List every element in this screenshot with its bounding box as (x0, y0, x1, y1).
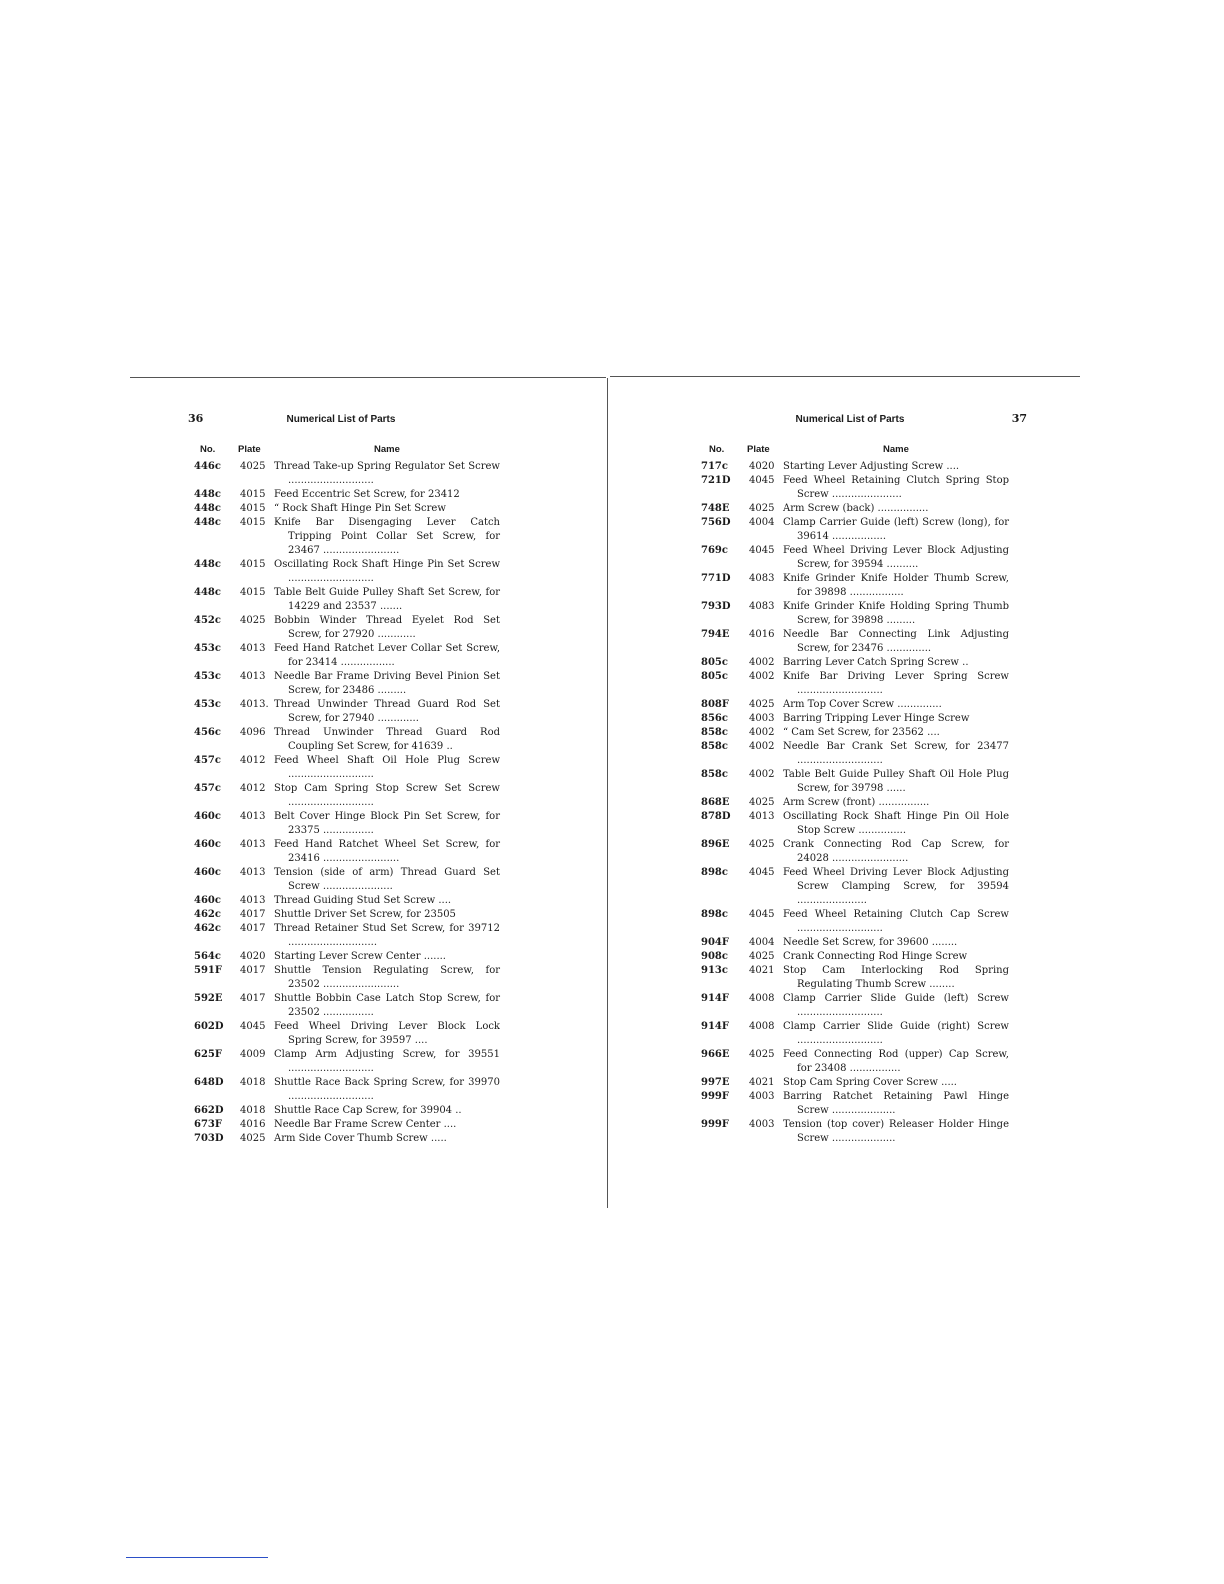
part-number: 460c (194, 895, 221, 906)
part-name: Clamp Carrier Slide Guide (right) Screw ........................... (783, 1021, 1009, 1046)
list-item (186, 964, 500, 992)
list-item (695, 768, 1009, 796)
part-number: 858c (701, 727, 728, 738)
list-item (695, 964, 1009, 992)
part-number: 460c (194, 839, 221, 850)
list-item (695, 1020, 1009, 1048)
part-number: 453c (194, 699, 221, 710)
plate-number: 4045 (240, 1021, 266, 1032)
part-name: Shuttle Race Back Spring Screw, for 39970 ........................... (274, 1077, 500, 1102)
plate-number: 4045 (749, 909, 775, 920)
part-number: 673F (194, 1119, 222, 1130)
part-number: 462c (194, 909, 221, 920)
plate-number: 4015 (240, 559, 266, 570)
part-number: 748E (701, 503, 730, 514)
part-number: 448c (194, 587, 221, 598)
list-item (695, 600, 1009, 628)
part-name: Tension (side of arm) Thread Guard Set Screw ...................... (274, 867, 500, 892)
part-name: Stop Cam Spring Cover Screw ..... (783, 1077, 957, 1088)
part-number: 453c (194, 643, 221, 654)
plate-number: 4025 (749, 797, 775, 808)
part-name: Oscillating Rock Shaft Hinge Pin Oil Hole Stop Screw ............... (783, 811, 1009, 836)
plate-number: 4025 (749, 1049, 775, 1060)
part-name: Thread Take-up Spring Regulator Set Screw ........................... (274, 461, 500, 486)
part-number: 448c (194, 517, 221, 528)
part-name: Table Belt Guide Pulley Shaft Oil Hole Plug Screw, for 39798 ...... (783, 769, 1009, 794)
part-number: 448c (194, 503, 221, 514)
plate-number: 4096 (240, 727, 266, 738)
plate-number: 4013 (240, 811, 266, 822)
list-item (695, 1090, 1009, 1118)
plate-number: 4025 (749, 503, 775, 514)
part-number: 452c (194, 615, 221, 626)
plate-number: 4008 (749, 993, 775, 1004)
plate-number: 4018 (240, 1077, 266, 1088)
plate-number: 4002 (749, 657, 775, 668)
list-item (695, 474, 1009, 502)
part-number: 771D (701, 573, 731, 584)
part-name: “ Cam Set Screw, for 23562 .... (783, 727, 940, 738)
list-item (186, 754, 500, 782)
part-number: 662D (194, 1105, 224, 1116)
parts-list (695, 460, 1009, 1146)
part-number: 625F (194, 1049, 222, 1060)
list-item (186, 1132, 496, 1146)
part-name: Clamp Arm Adjusting Screw, for 39551 ........................... (274, 1049, 500, 1074)
list-item (186, 488, 496, 502)
list-item (695, 908, 1009, 936)
list-item (186, 922, 500, 950)
plate-number: 4083 (749, 573, 775, 584)
part-number: 564c (194, 951, 221, 962)
column-header-plate: Plate (747, 444, 770, 455)
part-number: 856c (701, 713, 728, 724)
part-number: 808F (701, 699, 729, 710)
part-number: 878D (701, 811, 731, 822)
part-number: 896E (701, 839, 730, 850)
part-number: 913c (701, 965, 728, 976)
plate-number: 4020 (240, 951, 266, 962)
list-item (186, 810, 500, 838)
part-name: Feed Hand Ratchet Lever Collar Set Screw, for 23414 ................. (274, 643, 500, 668)
plate-number: 4045 (749, 475, 775, 486)
plate-number: 4013 (749, 811, 775, 822)
page-number: 36 (188, 412, 204, 425)
part-name: Needle Bar Crank Set Screw, for 23477 ........................... (783, 741, 1009, 766)
list-item (695, 992, 1009, 1020)
part-name: Knife Grinder Knife Holder Thumb Screw, for 39898 ................. (783, 573, 1009, 598)
plate-number: 4017 (240, 923, 266, 934)
part-name: Needle Bar Connecting Link Adjusting Screw, for 23476 .............. (783, 629, 1009, 654)
list-item (695, 698, 1005, 712)
part-number: 966E (701, 1049, 730, 1060)
bottom-link-rule (126, 1557, 268, 1558)
part-name: Crank Connecting Rod Hinge Screw (783, 951, 968, 962)
list-item (695, 572, 1009, 600)
list-item (695, 502, 1005, 516)
plate-number: 4017 (240, 965, 266, 976)
part-name: Stop Cam Interlocking Rod Spring Regulating Thumb Screw ........ (783, 965, 1009, 990)
list-item (186, 894, 496, 908)
part-number: 914F (701, 1021, 729, 1032)
part-name: Tension (top cover) Releaser Holder Hinge Screw .................... (783, 1119, 1009, 1144)
part-name: Feed Eccentric Set Screw, for 23412 (274, 489, 460, 500)
part-name: Clamp Carrier Slide Guide (left) Screw ........................... (783, 993, 1009, 1018)
plate-number: 4017 (240, 909, 266, 920)
plate-number: 4015 (240, 587, 266, 598)
part-number: 446c (194, 461, 221, 472)
part-number: 457c (194, 783, 221, 794)
part-name: Feed Wheel Driving Lever Block Adjusting Screw, for 39594 .......... (783, 545, 1009, 570)
part-number: 648D (194, 1077, 224, 1088)
part-name: Belt Cover Hinge Block Pin Set Screw, for 23375 ................ (274, 811, 500, 836)
plate-number: 4015 (240, 517, 266, 528)
part-number: 904F (701, 937, 729, 948)
part-number: 898c (701, 909, 728, 920)
list-item (695, 866, 1009, 908)
part-name: Feed Wheel Retaining Clutch Spring Stop Screw ...................... (783, 475, 1009, 500)
part-name: Barring Tripping Lever Hinge Screw (783, 713, 970, 724)
part-name: Thread Unwinder Thread Guard Rod Coupling Set Screw, for 41639 .. (274, 727, 500, 752)
part-number: 858c (701, 769, 728, 780)
part-name: Arm Top Cover Screw .............. (783, 699, 942, 710)
part-name: Feed Hand Ratchet Wheel Set Screw, for 23416 ........................ (274, 839, 500, 864)
plate-number: 4003 (749, 713, 775, 724)
plate-number: 4003 (749, 1091, 775, 1102)
part-number: 999F (701, 1091, 729, 1102)
column-header-plate: Plate (238, 444, 261, 455)
page-title: Numerical List of Parts (286, 414, 396, 425)
part-name: Barring Ratchet Retaining Pawl Hinge Screw .................... (783, 1091, 1009, 1116)
page-title: Numerical List of Parts (795, 414, 905, 425)
plate-number: 4013 (240, 867, 266, 878)
list-item (695, 656, 1005, 670)
part-number: 457c (194, 755, 221, 766)
part-name: Feed Wheel Driving Lever Block Lock Spring Screw, for 39597 .... (274, 1021, 500, 1046)
part-name: Thread Retainer Stud Set Screw, for 39712 ............................ (274, 923, 500, 948)
page-number: 37 (1011, 412, 1027, 425)
plate-number: 4004 (749, 517, 775, 528)
part-number: 794E (701, 629, 730, 640)
part-name: Shuttle Race Cap Screw, for 39904 .. (274, 1105, 462, 1116)
plate-number: 4012 (240, 755, 266, 766)
part-name: Thread Unwinder Thread Guard Rod Set Screw, for 27940 ............. (274, 699, 500, 724)
part-number: 721D (701, 475, 731, 486)
part-name: Needle Bar Frame Screw Center .... (274, 1119, 457, 1130)
part-number: 805c (701, 671, 728, 682)
part-name: Starting Lever Adjusting Screw .... (783, 461, 960, 472)
top-rule-right (610, 376, 1080, 377)
part-number: 999F (701, 1119, 729, 1130)
part-number: 448c (194, 489, 221, 500)
plate-number: 4021 (749, 1077, 775, 1088)
list-item (186, 586, 500, 614)
plate-number: 4008 (749, 1021, 775, 1032)
part-name: Needle Set Screw, for 39600 ........ (783, 937, 958, 948)
list-item (695, 460, 1005, 474)
part-number: 858c (701, 741, 728, 752)
column-headers (186, 444, 496, 458)
plate-number: 4003 (749, 1119, 775, 1130)
plate-number: 4025 (749, 951, 775, 962)
list-item (695, 810, 1009, 838)
list-item (186, 460, 500, 488)
list-item (695, 740, 1009, 768)
part-name: Starting Lever Screw Center ....... (274, 951, 446, 962)
part-name: Knife Bar Disengaging Lever Catch Tripping Point Collar Set Screw, for 23467 ........................ (274, 517, 500, 556)
plate-number: 4016 (749, 629, 775, 640)
list-item (695, 950, 1005, 964)
plate-number: 4002 (749, 671, 775, 682)
parts-list (186, 460, 500, 1146)
part-number: 592E (194, 993, 223, 1004)
plate-number: 4025 (240, 615, 266, 626)
list-item (186, 726, 500, 754)
plate-number: 4025 (749, 699, 775, 710)
part-name: Feed Wheel Retaining Clutch Cap Screw ........................... (783, 909, 1009, 934)
list-item (695, 712, 1005, 726)
column-header-name: Name (883, 444, 909, 455)
part-number: 460c (194, 867, 221, 878)
list-item (186, 992, 500, 1020)
list-item (186, 1048, 500, 1076)
part-number: 460c (194, 811, 221, 822)
part-number: 908c (701, 951, 728, 962)
part-number: 448c (194, 559, 221, 570)
part-number: 756D (701, 517, 731, 528)
list-item (695, 1048, 1009, 1076)
list-item (186, 670, 500, 698)
list-item (695, 1118, 1009, 1146)
list-item (186, 782, 500, 810)
gutter-line (607, 378, 608, 1208)
plate-number: 4018 (240, 1105, 266, 1116)
plate-number: 4013 (240, 839, 266, 850)
plate-number: 4013 (240, 895, 266, 906)
part-number: 868E (701, 797, 730, 808)
part-name: Arm Side Cover Thumb Screw ..... (274, 1133, 447, 1144)
plate-number: 4013. (240, 699, 269, 710)
plate-number: 4021 (749, 965, 775, 976)
part-name: Stop Cam Spring Stop Screw Set Screw ........................... (274, 783, 500, 808)
part-number: 456c (194, 727, 221, 738)
plate-number: 4083 (749, 601, 775, 612)
plate-number: 4013 (240, 671, 266, 682)
list-item (186, 950, 496, 964)
plate-number: 4045 (749, 545, 775, 556)
part-name: Arm Screw (back) ................ (783, 503, 929, 514)
plate-number: 4002 (749, 741, 775, 752)
plate-number: 4004 (749, 937, 775, 948)
list-item (695, 516, 1009, 544)
part-number: 703D (194, 1133, 224, 1144)
part-number: 914F (701, 993, 729, 1004)
list-item (186, 838, 500, 866)
top-rule-left (130, 377, 606, 378)
part-name: Oscillating Rock Shaft Hinge Pin Set Screw ........................... (274, 559, 500, 584)
part-name: Needle Bar Frame Driving Bevel Pinion Set Screw, for 23486 ......... (274, 671, 500, 696)
list-item (186, 614, 500, 642)
part-number: 805c (701, 657, 728, 668)
plate-number: 4015 (240, 489, 266, 500)
part-name: Shuttle Tension Regulating Screw, for 23502 ........................ (274, 965, 500, 990)
list-item (186, 1020, 500, 1048)
part-name: Clamp Carrier Guide (left) Screw (long), for 39614 ................. (783, 517, 1009, 542)
part-number: 591F (194, 965, 222, 976)
plate-number: 4025 (240, 461, 266, 472)
plate-number: 4012 (240, 783, 266, 794)
part-name: Knife Bar Driving Lever Spring Screw ........................... (783, 671, 1009, 696)
part-name: Shuttle Bobbin Case Latch Stop Screw, for 23502 ................ (274, 993, 500, 1018)
list-item (695, 544, 1009, 572)
part-name: Feed Connecting Rod (upper) Cap Screw, for 23408 ................ (783, 1049, 1009, 1074)
plate-number: 4015 (240, 503, 266, 514)
list-item (695, 726, 1005, 740)
part-number: 462c (194, 923, 221, 934)
list-item (186, 1118, 496, 1132)
list-item (695, 936, 1005, 950)
list-item (695, 628, 1009, 656)
list-item (186, 866, 500, 894)
part-number: 717c (701, 461, 728, 472)
list-item (695, 670, 1009, 698)
part-name: Barring Lever Catch Spring Screw .. (783, 657, 969, 668)
part-name: Bobbin Winder Thread Eyelet Rod Set Screw, for 27920 ............ (274, 615, 500, 640)
plate-number: 4025 (240, 1133, 266, 1144)
part-name: Knife Grinder Knife Holding Spring Thumb Screw, for 39898 ......... (783, 601, 1009, 626)
column-header-no: No. (200, 444, 216, 455)
part-number: 769c (701, 545, 728, 556)
part-name: “ Rock Shaft Hinge Pin Set Screw (274, 503, 446, 514)
list-item (695, 1076, 1005, 1090)
part-name: Feed Wheel Driving Lever Block Adjusting Screw Clamping Screw, for 39594 ...................... (783, 867, 1009, 906)
plate-number: 4013 (240, 643, 266, 654)
column-header-name: Name (374, 444, 400, 455)
list-item (186, 642, 500, 670)
part-name: Arm Screw (front) ................ (783, 797, 930, 808)
list-item (186, 1076, 500, 1104)
list-item (186, 908, 496, 922)
part-number: 898c (701, 867, 728, 878)
column-headers (695, 444, 1005, 458)
column-header-no: No. (709, 444, 725, 455)
plate-number: 4017 (240, 993, 266, 1004)
plate-number: 4002 (749, 769, 775, 780)
part-number: 602D (194, 1021, 224, 1032)
part-name: Crank Connecting Rod Cap Screw, for 24028 ........................ (783, 839, 1009, 864)
part-name: Shuttle Driver Set Screw, for 23505 (274, 909, 456, 920)
plate-number: 4002 (749, 727, 775, 738)
part-number: 453c (194, 671, 221, 682)
list-item (186, 516, 500, 558)
plate-number: 4009 (240, 1049, 266, 1060)
part-name: Thread Guiding Stud Set Screw .... (274, 895, 452, 906)
plate-number: 4025 (749, 839, 775, 850)
part-number: 793D (701, 601, 731, 612)
plate-number: 4016 (240, 1119, 266, 1130)
list-item (695, 796, 1005, 810)
plate-number: 4045 (749, 867, 775, 878)
part-name: Table Belt Guide Pulley Shaft Set Screw, for 14229 and 23537 ....... (274, 587, 500, 612)
list-item (186, 502, 496, 516)
list-item (186, 698, 500, 726)
list-item (186, 1104, 496, 1118)
plate-number: 4020 (749, 461, 775, 472)
list-item (186, 558, 500, 586)
part-name: Feed Wheel Shaft Oil Hole Plug Screw ........................... (274, 755, 500, 780)
list-item (695, 838, 1009, 866)
part-number: 997E (701, 1077, 730, 1088)
